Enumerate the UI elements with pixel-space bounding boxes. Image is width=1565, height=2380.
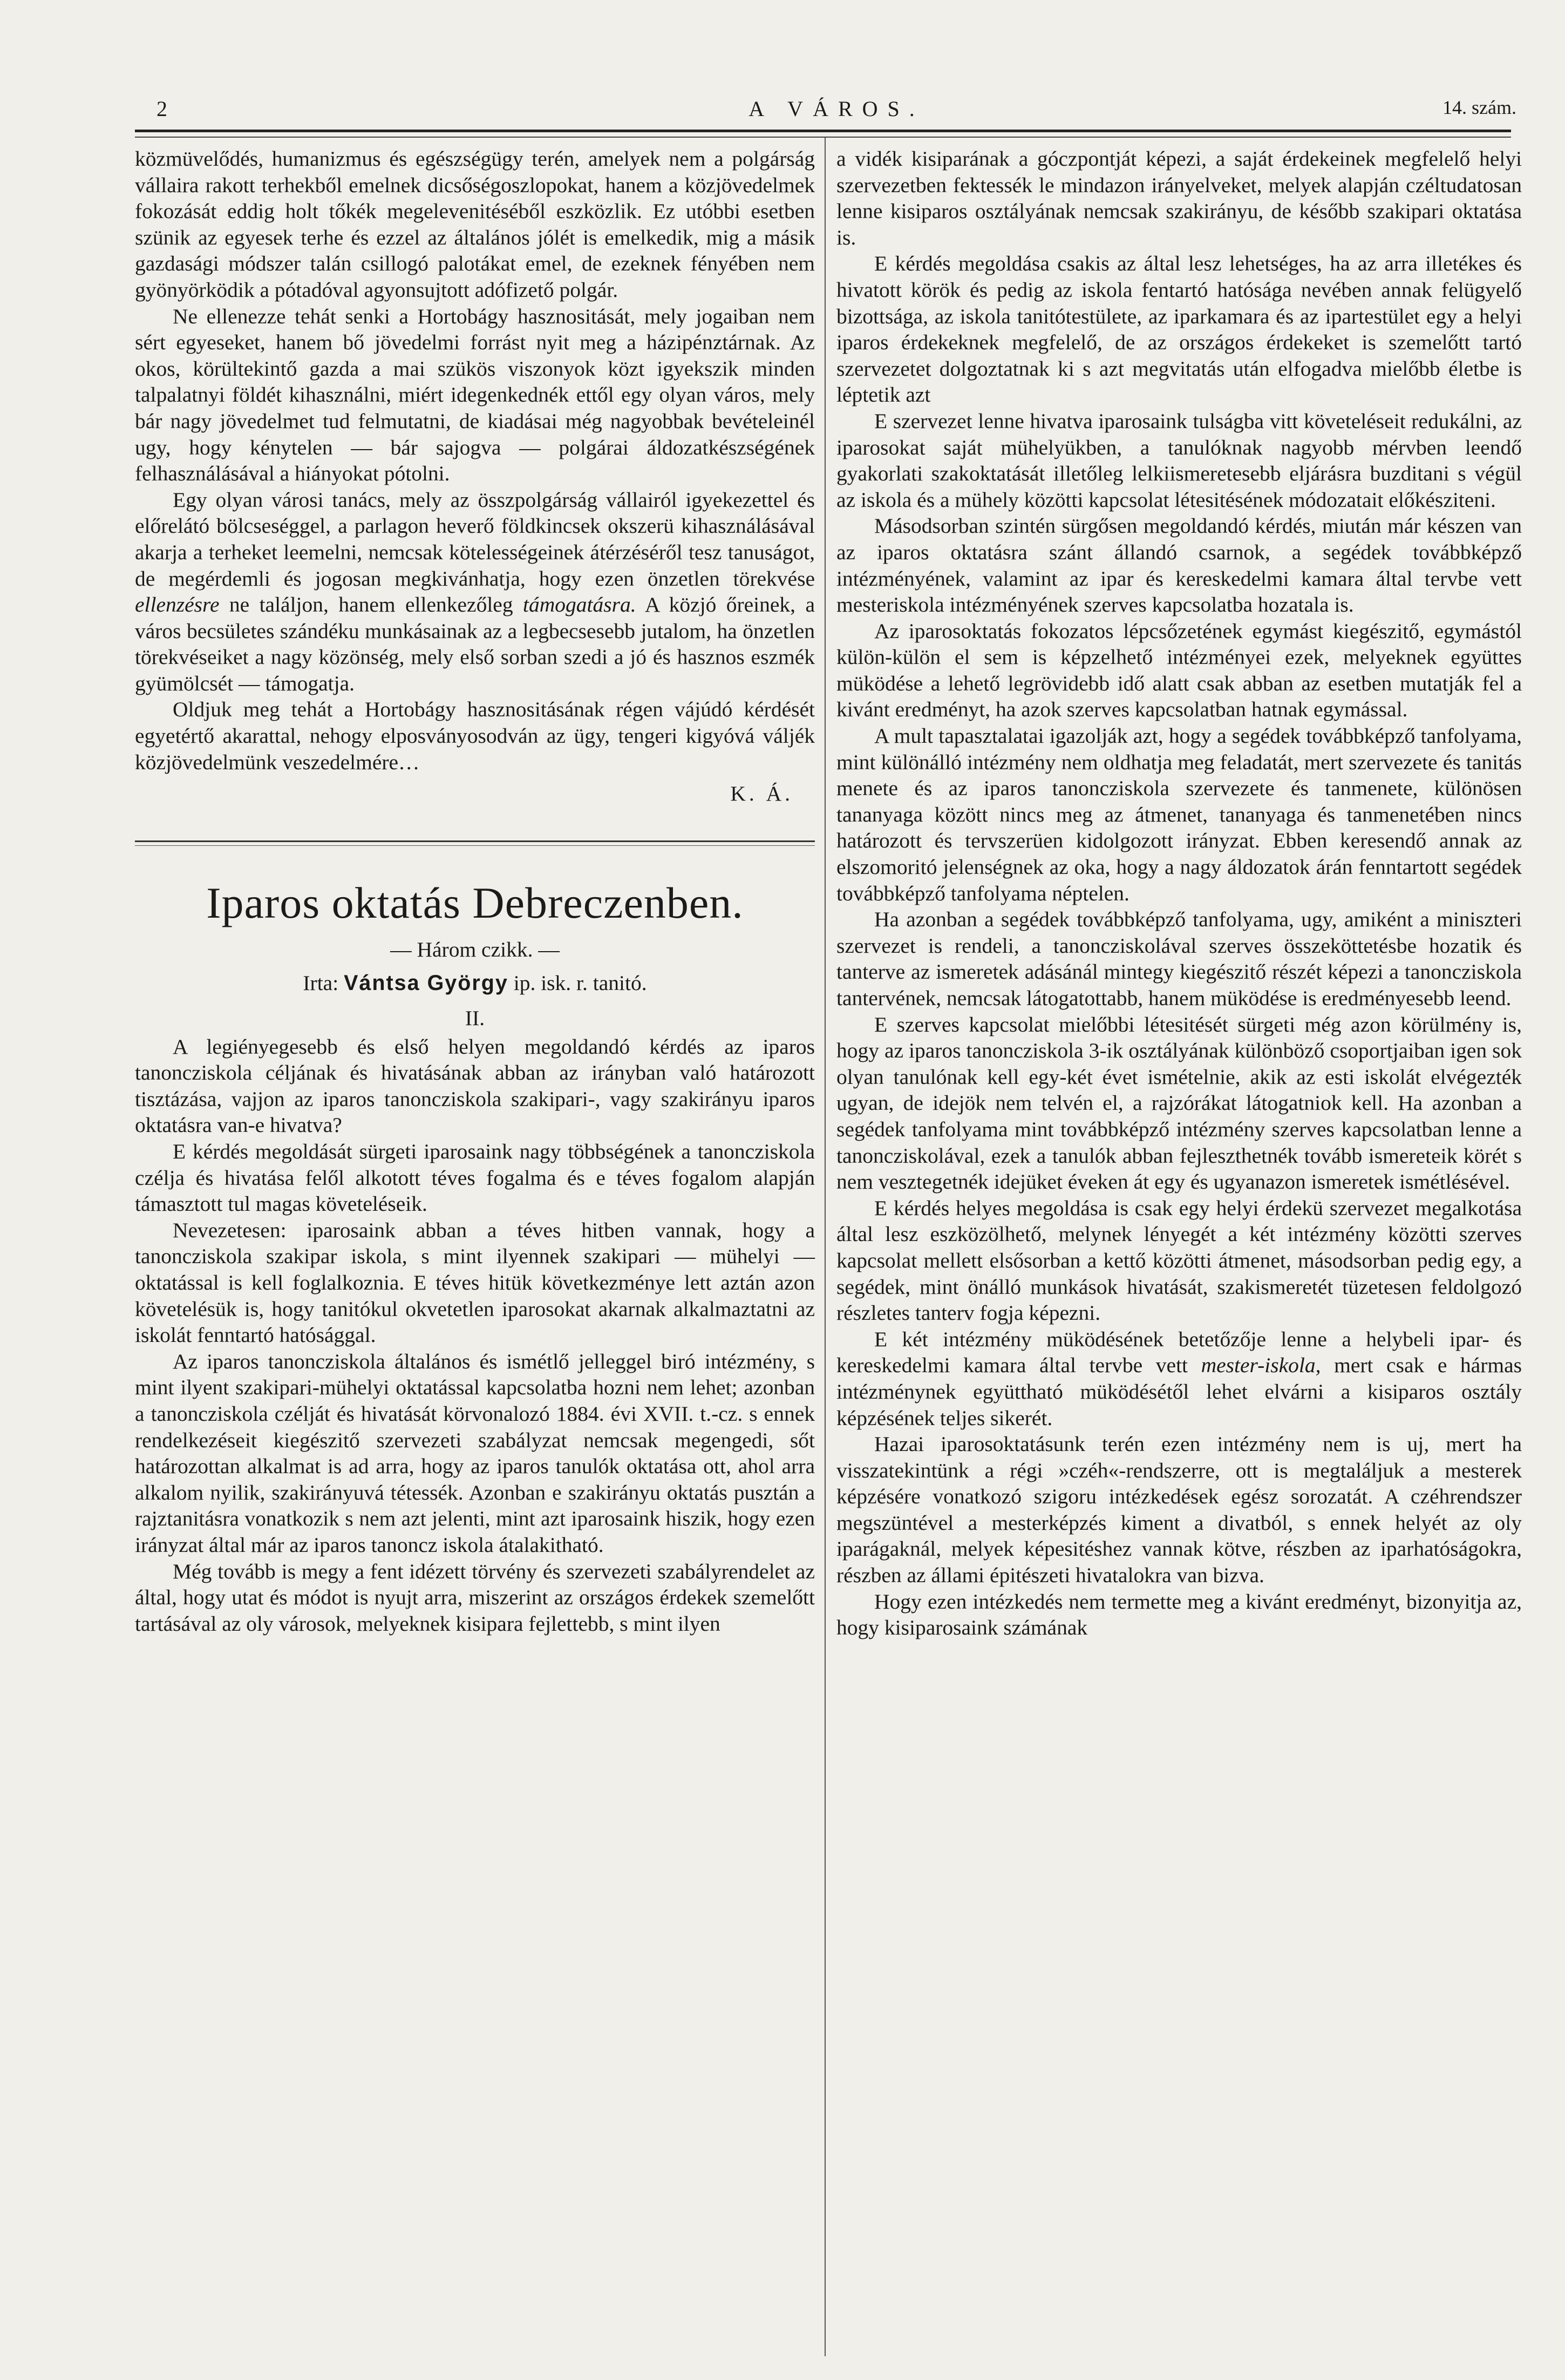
paragraph: Másodsorban szintén sürgősen megoldandó kérdés, miután már készen van az iparos oktatásra szánt állandó csarnok, a segédek továbbképző intézményének, valamint az ipar és kereskedelmi kamara által tervbe vett mesteriskola intézményének szerves kapcsolatba hozatala is. xyxy=(836,514,1522,617)
paragraph xyxy=(836,1326,1522,1431)
paragraph: Oldjuk meg tehát a Hortobágy hasznositásának régen vájúdó kérdését egyetértő akarattal, nehogy elposványosodván az ügy, tengeri kigyóvá váljék közjövedelmünk veszedelmére… xyxy=(135,697,815,774)
paragraph: a vidék kisiparának a góczpontját képezi, a saját érdekeinek megfelelő helyi szervezetben fektessék le mindazon irányelveket, melyek alapján czéltudatosan lenne kisiparos osztályának nemcsak szakirányu, de később szakipari oktatása is. xyxy=(836,147,1522,249)
paragraph-text: mert csak e hármas intézménynek együttható müködésétől lehet elvárni a kisiparos osztály képzésének teljes sikerét. xyxy=(836,1353,1522,1430)
emphasis: ellenzésre xyxy=(135,593,220,617)
paragraph: E szervezet lenne hivatva iparosaink tulságba vitt követeléseit redukálni, az iparosokat saját mühelyükben, a tanulóknak nagyobb mérvben leendő gyakorlati szakoktatását illetőleg lelkiismeretesebb eljárásra buzditani s végül az iskola és a mühely közötti kapcsolat létesitésének módozatait előkésziteni. xyxy=(836,409,1522,512)
right-column xyxy=(836,146,1522,1641)
page-number: 2 xyxy=(156,97,167,121)
header-rule xyxy=(135,130,1511,138)
section-rule xyxy=(135,840,815,846)
byline xyxy=(135,970,815,996)
paragraph-text: E két intézmény müködésének betetőzője lenne a helybeli ipar- és kereskedelmi kamara által tervbe vett xyxy=(836,1327,1522,1378)
emphasis: mester-iskola, xyxy=(1201,1353,1321,1378)
paragraph-text: Egy olyan városi tanács, mely az összpolgárság vállairól igyekezettel és előrelátó bölcseséggel, a parlagon heverő földkincsek okszerü kihasználásával akarja a terheket leemelni, nemcsak kötelességeinek átérzéséről tesz tanuságot, de megérdemli és jogosan megkivánhatja, hogy ezen önzetlen törekvése xyxy=(135,487,815,591)
paragraph: E kérdés megoldása csakis az által lesz lehetséges, ha az arra illetékes és hivatott körök és pedig az iskola fentartó hatósága nevében annak felügyelő bizottsága, az iskola tanitótestülete, az iparkamara és az ipartestület egy a helyi iparos érdekeknek megfelelő, de az országos érdekeket is szemelőtt tartó szervezetet dolgoztatnak ki s azt megvitatás után elfogadva mielőbb életbe is léptetik azt xyxy=(836,252,1522,407)
signature: K. Á. xyxy=(730,782,793,806)
paragraph: közmüvelődés, humanizmus és egészségügy terén, amelyek nem a polgárság vállaira rakott terhekből emelnek dicsőségoszlopokat, hanem a közjövedelmek fokozását eddig holt tőkék megelevenitéséből eszközlik. Ez utóbbi esetben szünik az egyesek terhe és ezzel az általános jólét is emelkedik, mig a másik gazdasági módszer talán csillogó palotákat emel, de ezeknek fényében nem gyönyörködik a pótadóval agyonsujtott adófizető polgár. xyxy=(135,147,815,302)
paragraph: A mult tapasztalatai igazolják azt, hogy a segédek továbbképző tanfolyama, mint különálló intézmény nem oldhatja meg feladatát, mert szervezete és tanitás menete és az iparos tanoncziskola szervezete és tanmenete, különösen tananyaga között nincs meg az átmenet, tananyaga és tanmenetében nincs határozott és tervszerüen kidolgozott irányzat. Ebben keresendő annak az elszomoritó jelenségnek az oka, hogy a nagy áldozatok árán fenntartott segédek továbbképző tanfolyama néptelen. xyxy=(836,724,1522,905)
paragraph: Hazai iparosoktatásunk terén ezen intézmény nem is uj, mert ha visszatekintünk a régi »czéh«-rendszerre, ott is megtaláljuk a mesterek képzésére vonatkozó szigoru intézkedések egész sorozatát. A czéhrendszer megszüntével a mesterképzés kiment a divatból, s ennek helyét az oly iparágaknál, melyek képesitéshez vannak kötve, részben az iparhatóságokra, részben az állami épitészeti hivatalokra van bizva. xyxy=(836,1432,1522,1588)
paragraph: Hogy ezen intézkedés nem termette meg a kivánt eredményt, bizonyitja az, hogy kisiparosaink számának xyxy=(836,1589,1522,1640)
column-divider xyxy=(825,138,826,2356)
paragraph: Az iparosoktatás fokozatos lépcsőzetének egymást kiegészitő, egymástól külön-külön el sem is képzelhető intézményei ezek, melyeknek együttes müködése a lehető legrövidebb idő alatt csak abban az esetben mutatják fel a kivánt eredményt, ha azok szerves kapcsolatban hatnak egymással. xyxy=(836,619,1522,722)
paragraph: Még tovább is megy a fent idézett törvény és szervezeti szabályrendelet az által, hogy utat és módot is nyujt arra, miszerint az országos érdekek szemelőtt tartásával az oly városok, melyeknek kisipara fejlettebb, s mint ilyen xyxy=(135,1559,815,1636)
article-subtitle: — Három czikk. — xyxy=(390,937,560,961)
paragraph xyxy=(135,487,815,697)
paragraph-text: ne találjon, hanem ellenkezőleg xyxy=(219,593,523,617)
paragraph: A legiényegesebb és első helyen megoldandó kérdés az iparos tanoncziskola céljának és hivatásának abban az irányban való határozott tisztázása, vajjon az iparos tanoncziskola szakipari-, vagy szakirányu iparos oktatásra van-e hivatva? xyxy=(135,1034,815,1137)
byline-prefix: Irta: xyxy=(303,971,339,995)
paragraph: E szerves kapcsolat mielőbbi létesitését sürgeti még azon körülmény is, hogy az iparos tanoncziskola 3-ik osztályának különböző csoportjaiban igen sok olyan tanulónak kell egy-két évet ismételnie, akik az esti iskolát elvégezték ugyan, de idejök nem telvén el, a rajzórákat látogatniok kell. Ha azonban a segédek tanfolyama mint továbbképző intézmény szerves kapcsolatban lenne a tanoncziskolával, ezek a tanulók abban fejleszthetnék tovább ismereteik körét s nem vesztegetnék idejüket éveken át egy és ugyanazon ismeretek ismétlésével. xyxy=(836,1012,1522,1194)
paragraph-text: A közjó őreinek, a város becsületes szándéku munkásainak az a legbecsesebb jutalom, ha önzetlen törekvéseiket a nagy közönség, mely első sorban szedi a jó és hasznos eszmék gyümölcsét — támogatja. xyxy=(135,593,815,695)
paragraph: E kérdés helyes megoldása is csak egy helyi érdekü szervezet megalkotása által lesz eszközölhető, melynek lényegét a két intézmény közötti szerves kapcsolat mellett elsősorban a kettő közötti átmenet, másodsorban pedig egy, a segédek, mint önálló munkások hivatását, szakismeretét tüzetesen feldolgozó részletes tanterv fogja képezni. xyxy=(836,1196,1522,1325)
author-title: ip. isk. r. tanitó. xyxy=(513,971,647,995)
article xyxy=(135,877,815,1637)
paragraph: Nevezetesen: iparosaink abban a téves hitben vannak, hogy a tanoncziskola szakipar iskola, s mint ilyennek szakipari — mühelyi — oktatással is kell foglalkoznia. E téves hitük következménye lett aztán azon követelésük is, hogy tanitókul okvetetlen iparosokat akarnak alkalmaztatni az iskolát fenntartó hatósággal. xyxy=(135,1218,815,1347)
left-column xyxy=(135,146,815,1637)
emphasis: támogatásra. xyxy=(523,593,636,617)
part-number: II. xyxy=(465,1006,485,1030)
running-header xyxy=(156,96,1516,128)
issue-number: 14. szám. xyxy=(1442,97,1516,118)
paragraph: E kérdés megoldását sürgeti iparosaink nagy többségének a tanoncziskola czélja és hivatása felől alkotott téves fogalma és e téves fogalom alapján támasztott tul magas követeléseik. xyxy=(135,1140,815,1216)
newspaper-title: A VÁROS. xyxy=(749,97,924,121)
author-name: Vántsa György xyxy=(344,971,508,995)
paragraph: Ne ellenezze tehát senki a Hortobágy hasznositását, mely jogaiban nem sért egyeseket, hanem bő jövedelmi forrást nyit meg a házipénztárnak. Az okos, körültekintő gazda a mai szükös viszonyok közt igyekszik minden talpalatnyi földét kihasználni, miért idegenkednék ettől egy olyan város, mely bár nagy jövedelmet tud felmutatni, de kiadásai még nagyobbak bevételeinél ugy, hogy kénytelen — bár sajogva — polgárai áldozatkészségének felhasználásával a hiányokat pótolni. xyxy=(135,304,815,486)
article-title: Iparos oktatás Debreczenben. xyxy=(206,878,744,927)
paragraph: Az iparos tanoncziskola általános és ismétlő jelleggel biró intézmény, s mint ilyent szakipari-mühelyi oktatással kapcsolatba hozni nem lehet; azonban a tanoncziskola czélját és hivatását körvonalozó 1884. évi XVII. t.-cz. s ennek rendelkezéseit kiegészitő szervezeti szabályzat nemcsak megengedi, sőt határozottan alkalmat is ad arra, hogy az iparos tanulók oktatása ott, ahol arra alkalom nyilik, szakirányuvá tétessék. Azonban e szakirányu oktatás pusztán a rajztanitásra vonatkozik s nem azt jelenti, mint azt iparosaink hiszik, hogy ezen irányzat által már az iparos tanoncz iskola átalakitható. xyxy=(135,1349,815,1557)
paragraph: Ha azonban a segédek továbbképző tanfolyama, ugy, amiként a miniszteri szervezet is rendeli, a tanoncziskolával szerves összeköttetésbe hozatik és tanterve az ismeretek adásánál mintegy kiegészitő részét képezi a tanoncziskola tantervének, nemcsak látogatottabb, hanem müködése is eredményesebb leend. xyxy=(836,907,1522,1010)
